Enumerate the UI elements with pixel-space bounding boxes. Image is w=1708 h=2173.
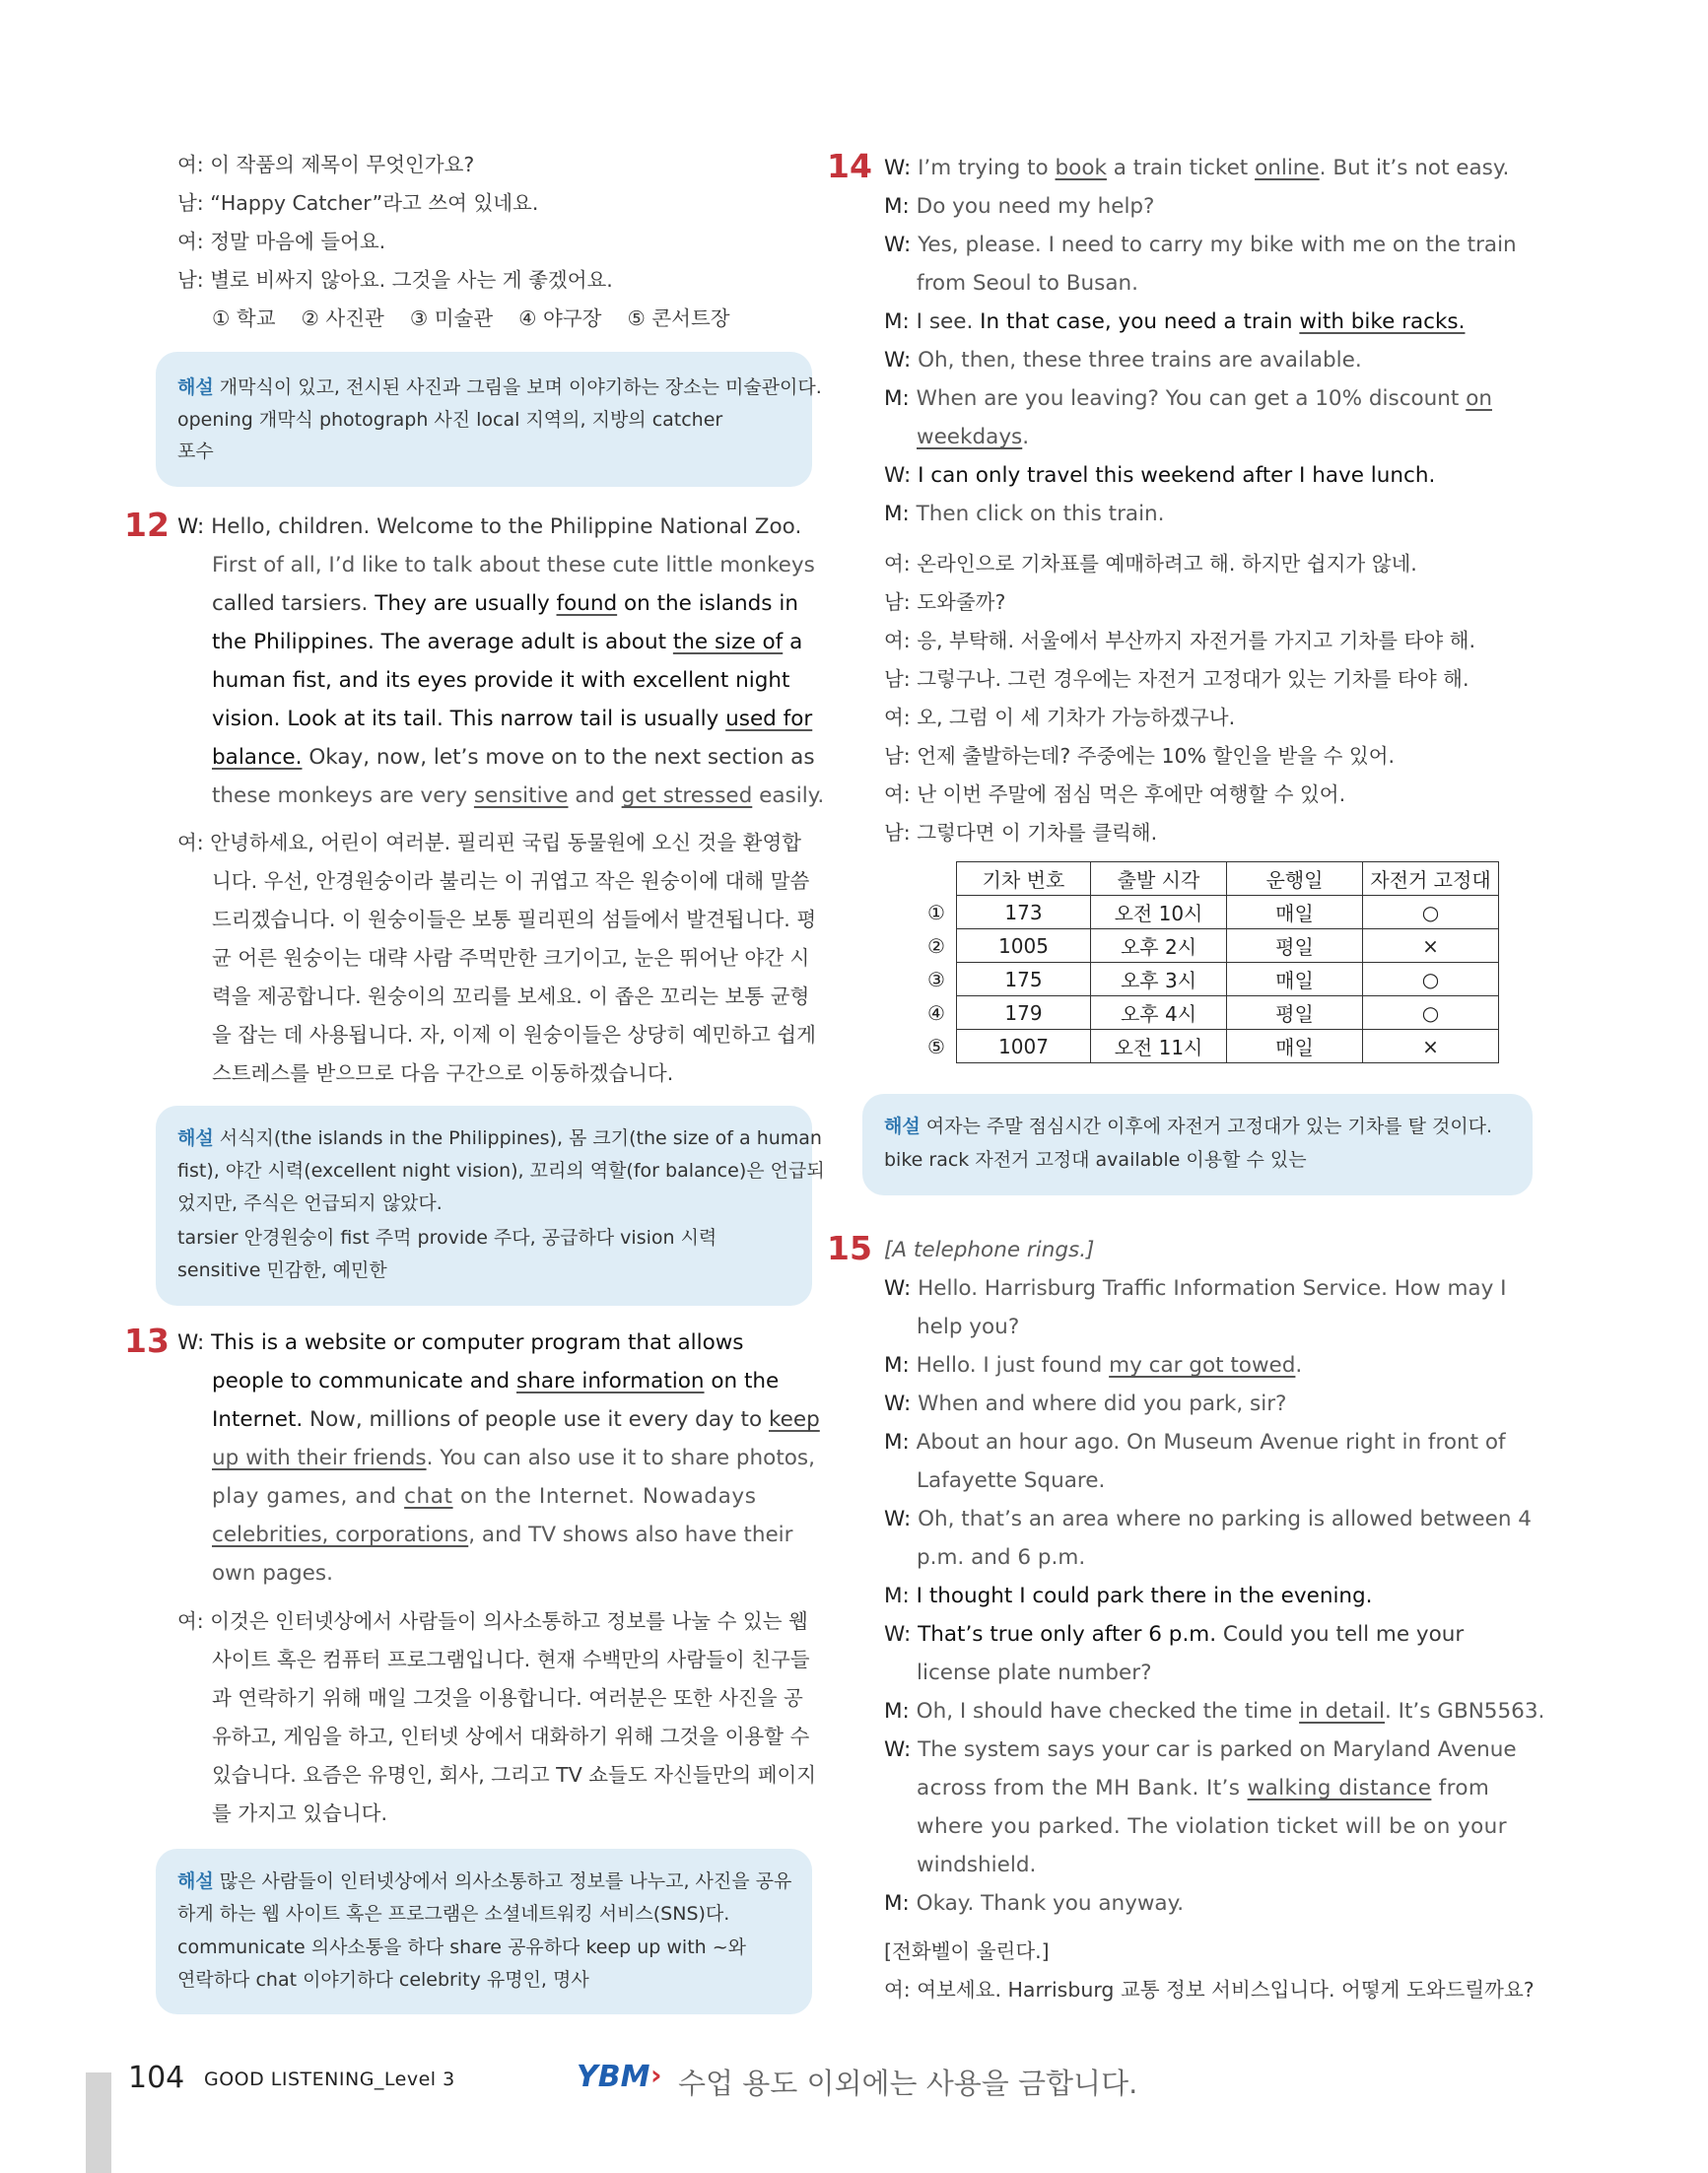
q11-option-4: ④ 야구장 (518, 306, 602, 330)
table-row (917, 896, 1499, 929)
table-cell: 179 (957, 996, 1091, 1030)
q12-translation-line-1: 여: 안녕하세요, 어린이 여러분. 필리핀 국립 동물원에 오신 것을 환영합 (177, 831, 802, 854)
q12-script-line-4: the Philippines. The average adult is about the size of a (212, 630, 803, 654)
row-index: ③ (927, 967, 945, 991)
table-cell: ○ (1363, 996, 1499, 1030)
q12-translation-line-3: 드리겠습니다. 이 원숭이들은 보통 필리핀의 섬들에서 발견됩니다. 평 (212, 908, 817, 931)
q14-translation-line-5: 여: 오, 그럼 이 세 기차가 가능하겠구나. (884, 706, 1236, 729)
q12-vocab-line-1: tarsier 안경원숭이 fist 주먹 provide 주다, 공급하다 vision 시력 (177, 1227, 717, 1249)
q15-script-line-14: across from the MH Bank. It’s walking distance from (917, 1776, 1490, 1800)
table-cell: 오후 2시 (1091, 929, 1227, 963)
row-index: ⑤ (927, 1034, 945, 1058)
q11-line-4: 남: 별로 비싸지 않아요. 그것을 사는 게 좋겠어요. (177, 268, 613, 292)
q13-translation-line-4: 유하고, 게임을 하고, 인터넷 상에서 대화하기 위해 그것을 이용할 수 (212, 1725, 810, 1748)
chevron-right-icon: › (650, 2059, 662, 2091)
q13-script-line-5: play games, and chat on the Internet. Nowadays (212, 1484, 757, 1509)
q11-vocab-line-2: 포수 (177, 441, 214, 462)
q11-line-1: 여: 이 작품의 제목이 무엇인가요? (177, 153, 475, 176)
q11-options (212, 304, 756, 333)
q12-script-line-8: these monkeys are very sensitive and get stressed easily. (212, 783, 825, 808)
table-header-cell: 자전거 고정대 (1363, 862, 1499, 896)
usage-notice: 수업 용도 이외에는 사용을 금합니다. (678, 2067, 1138, 2100)
q15-script-line-3: M: Hello. I just found my car got towed. (884, 1353, 1303, 1378)
q12-script-line-7: balance. Okay, now, let’s move on to the next section as (212, 745, 815, 770)
table-header-cell: 출발 시각 (1091, 862, 1227, 896)
q13-script-line-6: celebrities, corporations, and TV shows also have their (212, 1523, 793, 1547)
train-table (917, 861, 1499, 1063)
page-number: 104 (128, 2061, 185, 2095)
q14-translation-line-7: 여: 난 이번 주말에 점심 먹은 후에만 여행할 수 있어. (884, 782, 1346, 806)
q13-vocab-line-1: communicate 의사소통을 하다 share 공유하다 keep up with ~와 (177, 1936, 747, 1958)
q14-explanation-line-1: 해설 여자는 주말 점심시간 이후에 자전거 고정대가 있는 기차를 탈 것이다. (884, 1116, 1493, 1137)
table-header-cell: 운행일 (1227, 862, 1363, 896)
table-cell: 매일 (1227, 963, 1363, 996)
q12-explanation-line-3: 었지만, 주식은 언급되지 않았다. (177, 1192, 443, 1214)
q13-translation-line-5: 있습니다. 요즘은 유명인, 회사, 그리고 TV 쇼들도 자신들만의 페이지 (212, 1763, 817, 1787)
q12-vocab-line-2: sensitive 민감한, 예민한 (177, 1259, 387, 1281)
q12-explanation-line-1: 해설 서식지(the islands in the Philippines), 몸 크기(the size of a human (177, 1127, 822, 1149)
table-row (917, 963, 1499, 996)
table-cell: ○ (1363, 896, 1499, 929)
table-cell: 평일 (1227, 996, 1363, 1030)
row-index: ② (927, 933, 945, 958)
table-cell: 173 (957, 896, 1091, 929)
q15-script-line-16: windshield. (917, 1853, 1037, 1877)
table-header-row (917, 862, 1499, 896)
q14-script-line-9: W: I can only travel this weekend after I have lunch. (884, 463, 1436, 488)
table-cell: ○ (1363, 963, 1499, 996)
q14-translation-line-1: 여: 온라인으로 기차표를 예매하려고 해. 하지만 쉽지가 않네. (884, 552, 1417, 576)
q14-explanation-box (862, 1094, 1533, 1195)
table-cell: 매일 (1227, 896, 1363, 929)
table-row (917, 1030, 1499, 1063)
q11-option-2: ② 사진관 (301, 306, 384, 330)
q14-vocab-line-1: bike rack 자전거 고정대 available 이용할 수 있는 (884, 1149, 1307, 1171)
q14-script-line-4: from Seoul to Busan. (917, 271, 1138, 296)
q13-script-line-3: Internet. Now, millions of people use it every day to keep (212, 1407, 820, 1432)
book-title: GOOD LISTENING_Level 3 (204, 2069, 455, 2090)
table-row (917, 929, 1499, 963)
table-cell: 오후 3시 (1091, 963, 1227, 996)
q12-translation-line-7: 스트레스를 받으므로 다음 구간으로 이동하겠습니다. (212, 1061, 674, 1085)
q13-script-line-1: W: This is a website or computer program that allows (177, 1330, 744, 1355)
row-index: ④ (927, 1000, 945, 1025)
table-cell: 175 (957, 963, 1091, 996)
table-cell: 매일 (1227, 1030, 1363, 1063)
q15-script-line-4: W: When and where did you park, sir? (884, 1392, 1287, 1416)
q13-translation-line-2: 사이트 혹은 컴퓨터 프로그램입니다. 현재 수백만의 사람들이 친구들 (212, 1648, 810, 1671)
q15-script-line-2: help you? (917, 1315, 1020, 1339)
q12-number: 12 (124, 506, 170, 544)
q15-script-line-13: W: The system says your car is parked on Maryland Avenue (884, 1737, 1517, 1762)
q12-translation-line-2: 니다. 우선, 안경원숭이라 불리는 이 귀엽고 작은 원숭이에 대해 말씀 (212, 869, 810, 893)
table-cell: 평일 (1227, 929, 1363, 963)
footer-side-bar (86, 2072, 111, 2173)
q12-translation-line-4: 균 어른 원숭이는 대략 사람 주먹만한 크기이고, 눈은 뛰어난 야간 시 (212, 946, 810, 970)
q13-translation-line-6: 를 가지고 있습니다. (212, 1801, 387, 1825)
q12-script-line-6: vision. Look at its tail. This narrow tail is usually used for (212, 707, 813, 731)
q14-script-line-1: W: I’m trying to book a train ticket online. But it’s not easy. (884, 156, 1510, 180)
q14-script-line-6: W: Oh, then, these three trains are available. (884, 348, 1362, 373)
q14-script-line-10: M: Then click on this train. (884, 502, 1165, 526)
q14-script-line-7: M: When are you leaving? You can get a 10% discount on (884, 386, 1492, 411)
table-cell: 1005 (957, 929, 1091, 963)
q12-script-line-1: W: Hello, children. Welcome to the Philippine National Zoo. (177, 514, 802, 539)
table-cell: 오전 10시 (1091, 896, 1227, 929)
q13-number: 13 (124, 1322, 170, 1360)
q15-script-line-5: M: About an hour ago. On Museum Avenue right in front of (884, 1430, 1506, 1455)
q15-script-line-1: W: Hello. Harrisburg Traffic Information Service. How may I (884, 1276, 1507, 1301)
table-cell: × (1363, 929, 1499, 963)
q11-vocab-line-1: opening 개막식 photograph 사진 local 지역의, 지방의 catcher (177, 409, 723, 431)
q14-script-line-5: M: I see. In that case, you need a train with bike racks. (884, 309, 1466, 334)
q13-vocab-line-2: 연락하다 chat 이야기하다 celebrity 유명인, 명사 (177, 1969, 589, 1991)
q15-script-line-7: W: Oh, that’s an area where no parking is allowed between 4 (884, 1507, 1532, 1531)
q15-script-line-8: p.m. and 6 p.m. (917, 1545, 1086, 1570)
q11-line-2: 남: “Happy Catcher”라고 쓰여 있네요. (177, 191, 539, 215)
q11-explanation-line-1 (177, 372, 822, 403)
q12-script-line-5: human fist, and its eyes provide it with excellent night (212, 668, 790, 693)
q12-explanation-line-2: fist), 야간 시력(excellent night vision), 꼬리의 역할(for balance)은 언급되 (177, 1160, 825, 1182)
q14-translation-line-4: 남: 그렇구나. 그런 경우에는 자전거 고정대가 있는 기차를 타야 해. (884, 667, 1469, 691)
q11-line-3: 여: 정말 마음에 들어요. (177, 230, 386, 253)
table-header-cell: 기차 번호 (957, 862, 1091, 896)
table-cell: × (1363, 1030, 1499, 1063)
q15-script-line-15: where you parked. The violation ticket will be on your (917, 1814, 1507, 1839)
q14-translation-line-3: 여: 응, 부탁해. 서울에서 부산까지 자전거를 가지고 기차를 타야 해. (884, 629, 1475, 652)
ybm-logo: YBM (577, 2060, 650, 2094)
q11-option-1: ① 학교 (212, 306, 276, 330)
table-cell: 1007 (957, 1030, 1091, 1063)
q15-translation-line-1: [전화벨이 울린다.] (884, 1939, 1050, 1963)
q12-translation-line-6: 을 잡는 데 사용됩니다. 자, 이제 이 원숭이들은 상당히 예민하고 쉽게 (212, 1023, 816, 1047)
q14-script-line-8: weekdays. (917, 425, 1030, 449)
q11-explanation-text: 개막식이 있고, 전시된 사진과 그림을 보며 이야기하는 장소는 미술관이다. (219, 376, 822, 398)
q14-translation-line-8: 남: 그렇다면 이 기차를 클릭해. (884, 821, 1158, 845)
q15-translation-line-2: 여: 여보세요. Harrisburg 교통 정보 서비스입니다. 어떻게 도와드릴까요? (884, 1978, 1535, 2002)
q15-script-line-11: license plate number? (917, 1661, 1152, 1685)
table-cell: 오전 11시 (1091, 1030, 1227, 1063)
q12-explanation-box (156, 1106, 825, 1306)
q13-script-line-4: up with their friends. You can also use it to share photos, (212, 1446, 815, 1470)
q11-option-3: ③ 미술관 (409, 306, 494, 330)
row-index: ① (927, 900, 945, 924)
table-row (917, 996, 1499, 1030)
q11-option-5: ⑤ 콘서트장 (627, 306, 730, 330)
q13-explanation-line-1: 해설 많은 사람들이 인터넷상에서 의사소통하고 정보를 나누고, 사진을 공유 (177, 1870, 792, 1892)
q15-script-line-12: M: Oh, I should have checked the time in detail. It’s GBN5563. (884, 1699, 1545, 1724)
q12-translation-line-5: 력을 제공합니다. 원숭이의 꼬리를 보세요. 이 좁은 꼬리는 보통 균형 (212, 985, 810, 1008)
q12-script-line-3: called tarsiers. They are usually found on the islands in (212, 591, 798, 616)
q13-explanation-line-2: 하게 하는 웹 사이트 혹은 프로그램은 소셜네트워킹 서비스(SNS)다. (177, 1903, 730, 1925)
q15-stage-direction: [A telephone rings.] (884, 1238, 1095, 1262)
q13-translation-line-3: 과 연락하기 위해 매일 그것을 이용합니다. 여러분은 또한 사진을 공 (212, 1686, 803, 1710)
q15-script-line-6: Lafayette Square. (917, 1468, 1106, 1493)
q15-script-line-17: M: Okay. Thank you anyway. (884, 1891, 1185, 1916)
q15-number: 15 (827, 1229, 872, 1267)
q13-explanation-box (156, 1849, 812, 2014)
q13-script-line-7: own pages. (212, 1561, 333, 1586)
q14-script-line-3: W: Yes, please. I need to carry my bike with me on the train (884, 233, 1517, 257)
table-cell: 오후 4시 (1091, 996, 1227, 1030)
q14-script-line-2: M: Do you need my help? (884, 194, 1155, 219)
q14-number: 14 (827, 147, 872, 185)
q13-translation-line-1: 여: 이것은 인터넷상에서 사람들이 의사소통하고 정보를 나눌 수 있는 웹 (177, 1609, 808, 1633)
explanation-tag: 해설 (177, 376, 214, 398)
q15-script-line-10: W: That’s true only after 6 p.m. Could you tell me your (884, 1622, 1465, 1647)
q14-translation-line-2: 남: 도와줄까? (884, 590, 1006, 614)
q15-script-line-9: M: I thought I could park there in the evening. (884, 1584, 1373, 1608)
q11-explanation-box (156, 352, 822, 487)
q12-script-line-2: First of all, I’d like to talk about these cute little monkeys (212, 553, 815, 577)
q14-translation-line-6: 남: 언제 출발하는데? 주중에는 10% 할인을 받을 수 있어. (884, 744, 1396, 768)
q13-script-line-2: people to communicate and share information on the (212, 1369, 780, 1393)
